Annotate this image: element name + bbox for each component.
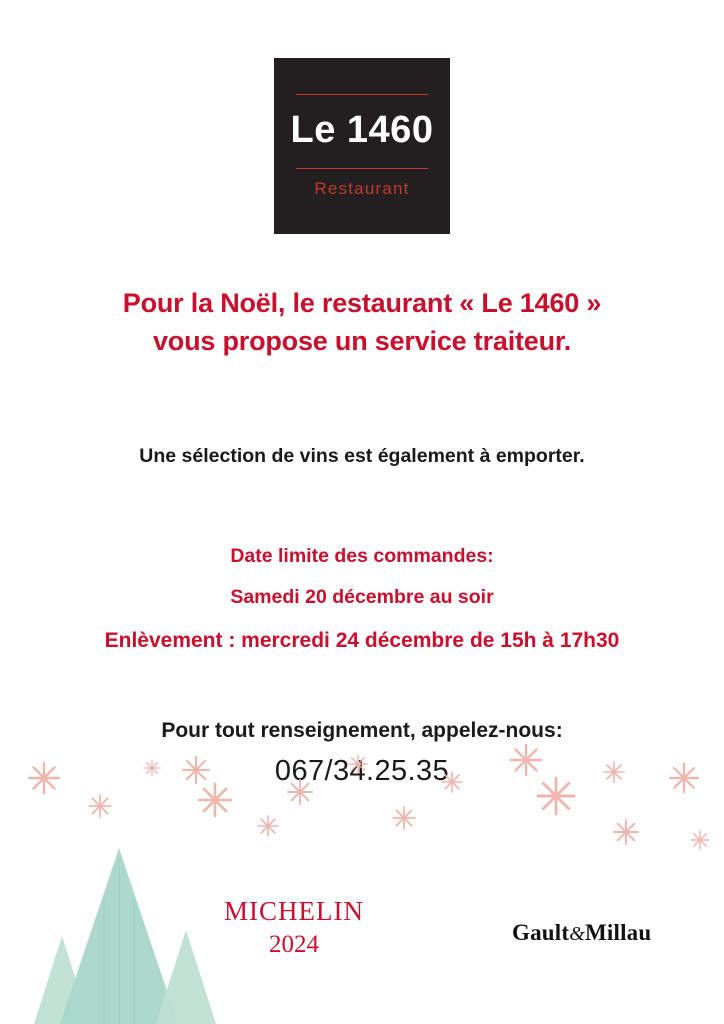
gault-ampersand: & [569,923,585,945]
logo-box [274,58,450,234]
logo-bottom-rule [296,168,428,169]
deadline-block [0,540,724,659]
deadline-line-2: Samedi 20 décembre au soir [230,586,494,609]
contact-phone[interactable]: 067/34.25.35 [274,754,450,787]
tree-small-left [34,936,90,1024]
subline: Une sélection de vins est également à emporter. [139,444,585,467]
gault-millau-award [512,920,651,946]
logo-name: Le 1460 [290,108,434,151]
gault-part-1: Gault [512,920,570,945]
michelin-name: MICHELIN [224,896,364,926]
headline-line-1: Pour la Noël, le restaurant « Le 1460 » [122,288,602,318]
michelin-year: 2024 [269,931,319,958]
tree-small-right [156,930,216,1024]
restaurant-logo [0,58,724,234]
flyer-content [0,284,724,788]
headline-line-2: vous propose un service traiteur. [152,326,572,357]
gault-part-2: Millau [585,920,652,945]
christmas-trees-group [34,848,216,1024]
logo-subtitle: Restaurant [314,178,410,198]
deadline-line-1: Date limite des commandes: [230,544,494,567]
contact-block [0,719,724,788]
logo-top-rule [296,94,428,95]
headline [0,284,724,361]
tree-large-center [60,848,178,1024]
deadline-line-3: Enlèvement : mercredi 24 décembre de 15h à 17h30 [104,628,620,652]
contact-label: Pour tout renseignement, appelez-nous: [161,718,563,742]
michelin-award [214,896,374,959]
